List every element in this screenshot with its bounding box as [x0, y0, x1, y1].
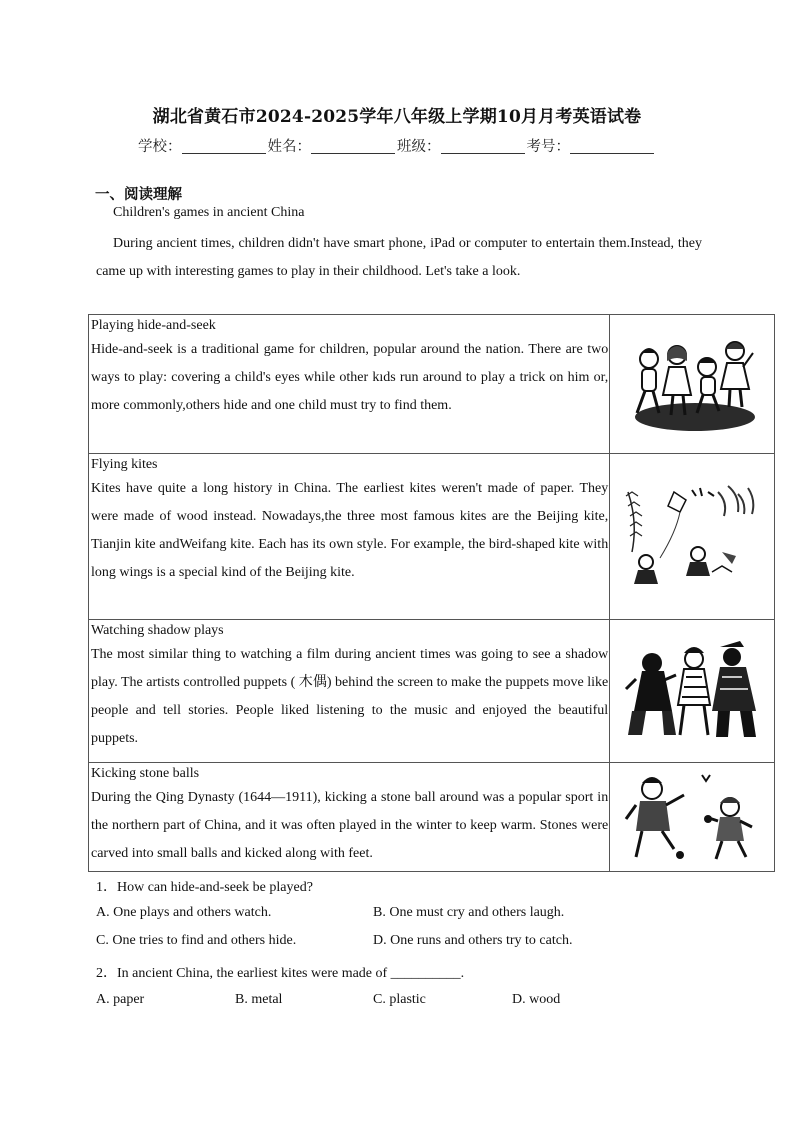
question-2-option-a[interactable]: A. paper [96, 992, 145, 1007]
name-blank[interactable] [311, 139, 395, 154]
class-label: 班级： [397, 139, 441, 155]
shadow-puppets-illustration [610, 620, 775, 763]
game-description: During the Qing Dynasty (1644—1911), kicking a stone ball around was a popular sport in the northern part of China, and it was often played in the winter to keep warm. Stones were carved into small balls and kicked along with feet. [91, 790, 609, 861]
class-blank[interactable] [441, 139, 525, 154]
game-description: Hide-and-seek is a traditional game for children, popular around the nation. There are two ways to play: covering a child's eyes while other kıds run around to play a trick on him or, more commonly,others hide and one child must try to find them. [91, 342, 609, 413]
children-playing-icon [627, 329, 757, 439]
game-description: The most similar thing to watching a film during ancient times was going to see a shadow play. The artists controlled puppets ( 木偶) behind the screen to make the puppets move like people and tell stories. People liked listening to the music and enjoyed the beautiful puppets. [91, 647, 609, 746]
school-label: 学校： [138, 139, 182, 155]
game-title: Playing hide-and-seek [91, 318, 216, 333]
name-label: 姓名： [267, 139, 311, 155]
game-text-cell [89, 620, 610, 763]
table-row [89, 620, 775, 763]
page-title: 湖北省黄石市2024-2025学年八年级上学期10月月考英语试卷 [152, 107, 642, 127]
game-text-cell [89, 454, 610, 620]
question-1-option-b[interactable]: B. One must cry and others laugh. [373, 905, 565, 920]
game-title: Kicking stone balls [91, 766, 200, 781]
kite-icon [622, 482, 762, 592]
question-1-option-c[interactable]: C. One tries to find and others hide. [96, 933, 297, 948]
passage-title: Children's games in ancient China [113, 205, 305, 220]
shadow-puppet-icon [622, 641, 762, 741]
game-text-cell [89, 763, 610, 872]
kicking-ball-icon [622, 769, 762, 865]
question-2-option-c[interactable]: C. plastic [373, 992, 426, 1007]
game-description: Kites have quite a long history in China. The earliest kites weren't made of paper. They were made of wood instead. Nowadays,the three most famous kites are the Beijing kite, Tianjin kite andWeifang kite. Each has its own style. For example, the bird-shaped kite with long wings is a special kind of the Beijing kite. [91, 481, 609, 580]
game-title: Flying kites [91, 457, 158, 472]
section-heading: 一、阅读理解 [95, 187, 182, 203]
children-playing-illustration [610, 315, 775, 454]
game-title: Watching shadow plays [91, 623, 224, 638]
question-2-option-b[interactable]: B. metal [235, 992, 283, 1007]
number-label: 考号： [526, 139, 570, 155]
games-table [88, 314, 775, 872]
question-1-option-a[interactable]: A. One plays and others watch. [96, 905, 272, 920]
table-row [89, 454, 775, 620]
table-row [89, 763, 775, 872]
school-blank[interactable] [182, 139, 266, 154]
number-blank[interactable] [570, 139, 654, 154]
question-2-option-d[interactable]: D. wood [512, 992, 561, 1007]
table-row [89, 315, 775, 454]
kite-flying-illustration [610, 454, 775, 620]
question-1-stem: 1．How can hide-and-seek be played? [96, 880, 313, 895]
passage-intro: During ancient times, children didn't have smart phone, iPad or computer to entertain them.Instead, they came up with interesting games to play in their childhood. Let's take a look. [96, 236, 702, 279]
question-2-stem: 2．In ancient China, the earliest kites were made of __________. [96, 966, 465, 981]
game-text-cell [89, 315, 610, 454]
question-1-option-d[interactable]: D. One runs and others try to catch. [373, 933, 573, 948]
student-info-line [0, 135, 794, 156]
kicking-ball-illustration [610, 763, 775, 872]
